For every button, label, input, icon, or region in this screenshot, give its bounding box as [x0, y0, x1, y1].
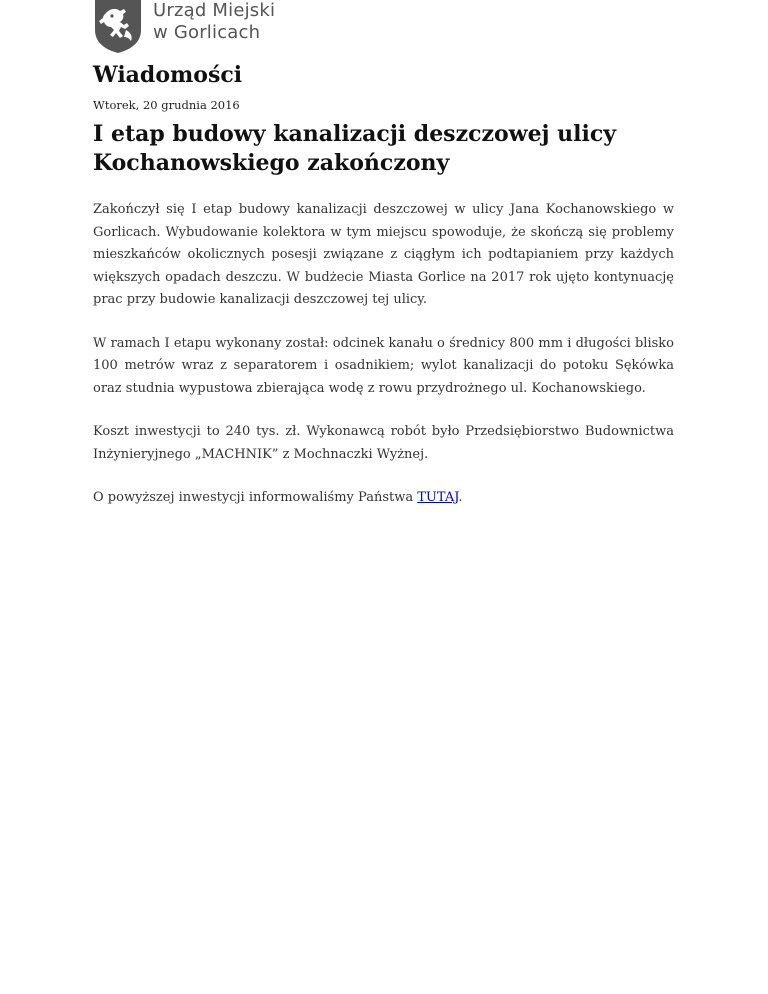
article-paragraph-4 [93, 487, 674, 510]
article-paragraph-4-end: . [458, 490, 463, 505]
article-paragraph-3: Koszt inwestycji to 240 tys. zł. Wykonawcą robót było Przedsiębiorstwo Budownictwa Inżynieryjnego „MACHNIK” z Mochnaczki Wyżnej. [93, 424, 674, 462]
article-date: Wtorek, 20 grudnia 2016 [93, 98, 240, 112]
organization-name-line2: w Gorlicach [153, 22, 261, 43]
article-paragraph-1: Zakończył się I etap budowy kanalizacji deszczowej w ulicy Jana Kochanowskiego w Gorlicach. Wybudowanie kolektora w tym miejscu spowoduje, że skończą się problemy mieszkańców okolicznych posesji związane z ciągłym ich podtapianiem przy każdych większych opadach deszczu. W budżecie Miasta Gorlice na 2017 rok ujęto kontynuację prac przy budowie kanalizacji deszczowej tej ulicy. [93, 202, 674, 307]
coat-of-arms-icon[interactable] [93, 0, 143, 53]
organization-name-line1: Urząd Miejski [153, 0, 276, 21]
article-body [93, 199, 674, 531]
section-title: Wiadomości [93, 62, 243, 88]
article-title: I etap budowy kanalizacji deszczowej ulicy Kochanowskiego zakończony [93, 121, 617, 176]
article-paragraph-4-text: O powyższej inwestycji informowaliśmy Państwa [93, 490, 418, 505]
tutaj-link[interactable]: TUTAJ [417, 490, 459, 505]
organization-name [153, 0, 275, 44]
article-paragraph-2: W ramach I etapu wykonany został: odcinek kanału o średnicy 800 mm i długości blisko 100 metrów wraz z separatorem i osadnikiem; wylot kanalizacji do potoku Sękówka oraz studnia wypustowa zbierająca wodę z rowu przydrożnego ul. Kochanowskiego. [93, 335, 674, 396]
site-header [93, 0, 275, 54]
